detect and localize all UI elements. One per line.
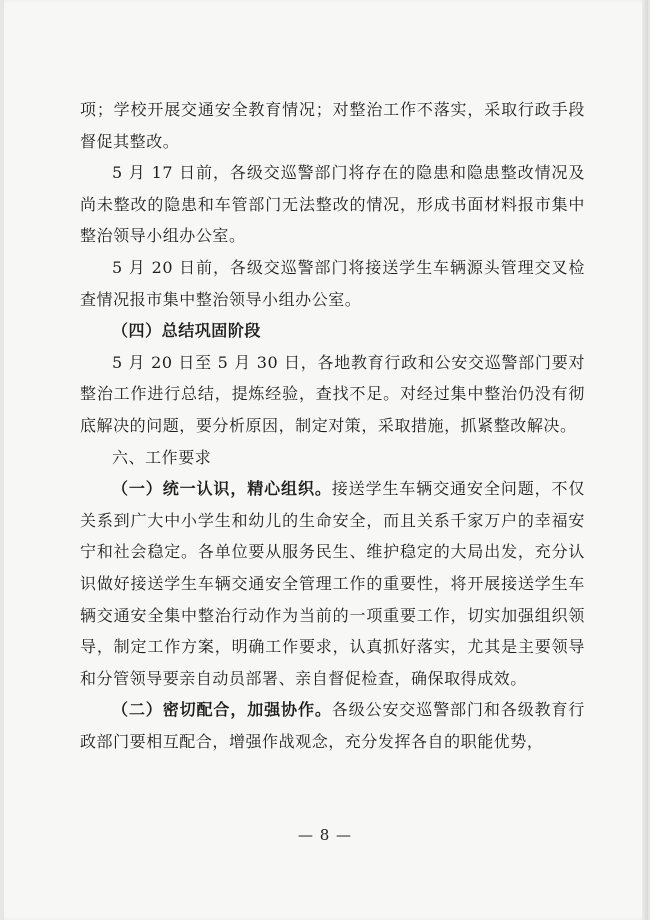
paragraph-2: 5 月 17 日前，各级交巡警部门将存在的隐患和隐患整改情况及尚未整改的隐患和车管部门无法整改的情况，形成书面材料报市集中整治领导小组办公室。	[80, 163, 585, 246]
section-heading-6: 六、工作要求	[112, 447, 212, 467]
paragraph-6-text: 各级公安交巡警部门和各级教育行政部门要相互配合，增强作战观念，充分发挥各自的职能优势，	[80, 700, 585, 751]
paragraph-3: 5 月 20 日前，各级交巡警部门将接送学生车辆源头管理交叉检查情况报市集中整治领导小组办公室。	[80, 257, 585, 309]
paragraph-4: 5 月 20 日至 5 月 30 日，各地教育行政和公安交巡警部门要对整治工作进行总结，提炼经验，查找不足。对经过集中整治仍没有彻底解决的问题，要分析原因，制定对策，采取措施，抓紧整改解决。	[80, 352, 585, 435]
paragraph-5-lead: （一）统一认识，精心组织。	[112, 479, 332, 499]
section-heading-4: （四）总结巩固阶段	[112, 321, 261, 341]
page-number: — 8 —	[297, 826, 353, 844]
paragraph-5	[80, 473, 585, 694]
paragraph-6	[80, 694, 585, 757]
page-edge	[642, 0, 648, 920]
paragraph-5-text: 接送学生车辆交通安全问题，不仅关系到广大中小学生和幼儿的生命安全，而且关系千家万户的幸福安宁和社会稳定。各单位要从服务民生、维护稳定的大局出发，充分认识做好接送学生车辆交通安全管理工作的重要性，将开展接送学生车辆交通安全集中整治行动作为当前的一项重要工作，切实加强组织领导，制定工作方案，明确工作要求，认真抓好落实，尤其是主要领导和分管领导要亲自动员部署、亲自督促检查，确保取得成效。	[80, 479, 585, 688]
paragraph-1: 项；学校开展交通安全教育情况；对整治工作不落实，采取行政手段督促其整改。	[80, 100, 585, 151]
paragraph-6-lead: （二）密切配合，加强协作。	[112, 700, 332, 720]
document-body	[80, 94, 585, 757]
